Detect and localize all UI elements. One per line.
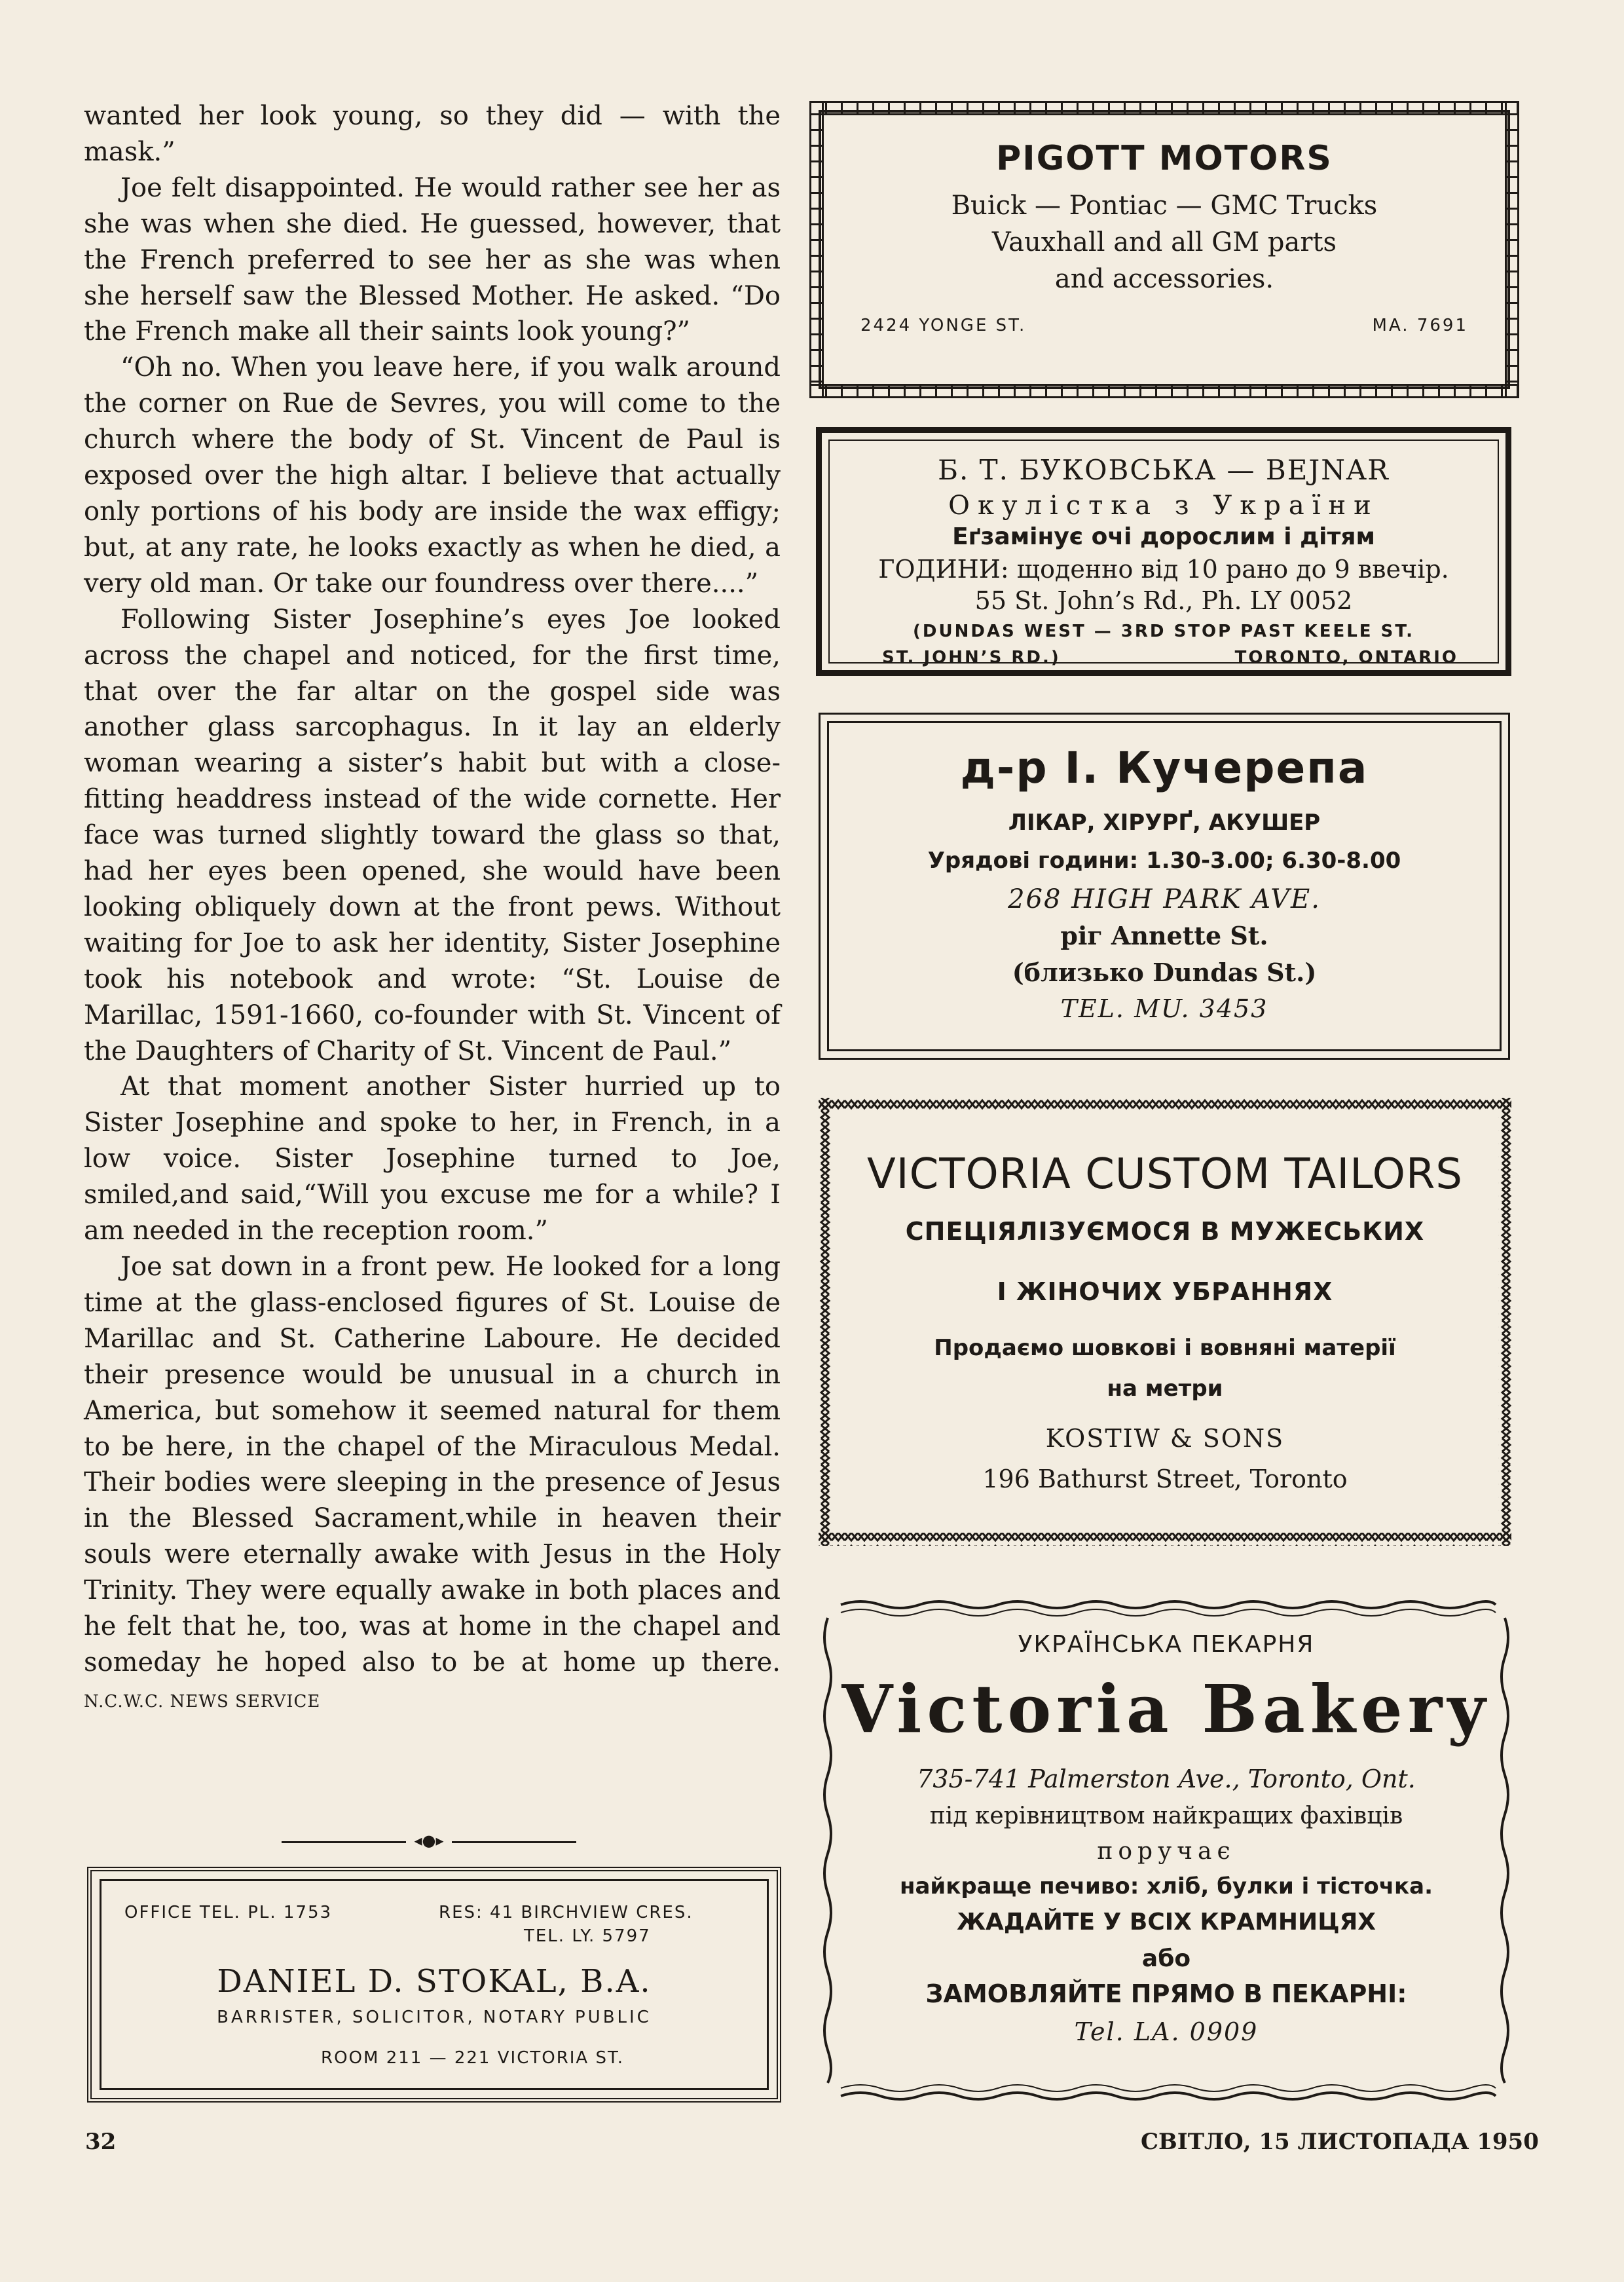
profession: ЛІКАР, ХІРУРҐ, АКУШЕР — [1008, 810, 1321, 836]
lawyer-titles: BARRISTER, SOLICITOR, NOTARY PUBLIC — [217, 2008, 652, 2027]
hours: ГОДИНИ: щоденно від 10 рано до 9 ввечір. — [878, 555, 1449, 584]
ad-victoria-bakery — [821, 1598, 1511, 2103]
owner: KOSTIW & SONS — [1045, 1424, 1285, 1453]
business-address: 2424 YONGE ST. — [860, 316, 1027, 335]
ad-line: ЖАДАЙТЕ У ВСІХ КРАМНИЦЯХ — [956, 1909, 1376, 1936]
article-paragraph: Following Sister Josephine’s eyes Joe looked across the chapel and noticed, for the first time, that over the far altar on the gospel side was another glass sarcophagus. In it lay an elderly woman wearing a sister’s habit but with a close-fitting headdress instead of the wide cornette. Her face was turned slightly toward the glass so that, had her eyes been opened, she would have been looking obliquely down at the front pews. Without waiting for Joe to ask her identity, Sister Josephine took his notebook and wrote: “St. Louise de Marillac, 1591-1660, co-founder with St. Vincent of the Daughters of Charity of St. Vincent de Paul.” — [84, 604, 781, 1066]
ornament-icon: ◂●▸ — [406, 1831, 452, 1850]
specialty: Окулістка з України — [948, 491, 1379, 521]
exam-line: Еґзамінує очі дорослим і дітям — [952, 523, 1375, 550]
office-hours: Урядові години: 1.30-3.00; 6.30-8.00 — [927, 848, 1401, 874]
business-title: Victoria Bakery — [841, 1670, 1491, 1748]
residence-tel: TEL. LY. 5797 — [524, 1926, 651, 1946]
article-paragraph: “Oh no. When you leave here, if you walk around the corner on Rue de Sevres, you will come to the church where the body of St. Vincent de Paul is exposed over the high altar. I believe that actually only portions of his body are inside the wax effigy; but, at any rate, he looks exactly as when he died, a very old man. Or take our foundress over there....” — [84, 352, 781, 599]
page-number: 32 — [85, 2129, 117, 2155]
telephone: Tel. LA. 0909 — [1074, 2017, 1259, 2046]
telephone: TEL. MU. 3453 — [1060, 994, 1268, 1023]
article-column — [84, 98, 781, 1720]
ad-line: and accessories. — [1054, 264, 1274, 294]
ad-line: на метри — [1107, 1375, 1223, 1402]
corner: ріг Annette St. — [1060, 921, 1268, 950]
ad-line: Vauxhall and all GM parts — [991, 227, 1337, 257]
ad-line: ЗАМОВЛЯЙТЕ ПРЯМО В ПЕКАРНІ: — [925, 1979, 1407, 2008]
ad-line: під керівництвом найкращих фахівців — [929, 1803, 1403, 1829]
address: 268 HIGH PARK AVE. — [1008, 884, 1321, 914]
ad-line: І ЖІНОЧИХ УБРАННЯХ — [997, 1277, 1333, 1306]
ad-line: або — [1141, 1945, 1191, 1972]
ad-line: Продаємо шовкові і вовняні матерії — [934, 1335, 1396, 1361]
ad-kucherepa — [819, 713, 1510, 1060]
office-tel: OFFICE TEL. PL. 1753 — [124, 1903, 333, 1922]
residence-address: RES: 41 BIRCHVIEW CRES. — [439, 1903, 693, 1922]
ad-victoria-custom-tailors — [819, 1098, 1511, 1546]
address: 735-741 Palmerston Ave., Toronto, Ont. — [917, 1765, 1416, 1793]
doctor-name: д-р І. Кучерепа — [960, 743, 1369, 793]
business-title: PIGOTT MOTORS — [996, 139, 1333, 178]
ad-line: Buick — Pontiac — GMC Trucks — [951, 191, 1378, 221]
publication-footer: СВІТЛО, 15 ЛИСТОПАДА 1950 — [1141, 2129, 1539, 2155]
lawyer-name: DANIEL D. STOKAL, B.A. — [217, 1963, 652, 2000]
business-title: VICTORIA CUSTOM TAILORS — [866, 1150, 1464, 1199]
article-paragraph: Joe felt disappointed. He would rather see her as she was when she died. He guessed, however, that the French preferred to see her as she was when she herself saw the Blessed Mother. He asked. “Do the French make all their saints look young?” — [84, 172, 781, 347]
ad-stokal — [87, 1867, 781, 2103]
article-paragraph: At that moment another Sister hurried up to Sister Josephine and spoke to her, in French, in a low voice. Sister Josephine turned to Joe, smiled,and said,“Will you excuse me for a while? I am needed in the reception room.” — [84, 1072, 781, 1246]
address: 196 Bathurst Street, Toronto — [982, 1465, 1348, 1493]
ad-line: СПЕЦІЯЛІЗУЄМОСЯ В МУЖЕСЬКИХ — [905, 1217, 1425, 1246]
near: (близько Dundas St.) — [1012, 958, 1317, 987]
ad-line: поручає — [1097, 1838, 1236, 1865]
address: 55 St. John’s Rd., Ph. LY 0052 — [974, 586, 1353, 615]
ad-pigott-motors — [819, 110, 1510, 389]
bakery-subtitle: УКРАЇНСЬКА ПЕКАРНЯ — [1018, 1631, 1315, 1658]
directions-cont: ST. JOHN’S RD.) — [882, 648, 1061, 667]
article-last-paragraph: Joe sat down in a front pew. He looked for a long time at the glass-enclosed figures of St. Louise de Marillac and St. Catherine Laboure. He decided their presence would be unusual in a church in America, but somehow it seemed natural for them to be here, in the chapel of the Miraculous Medal. Their bodies were sleeping in the presence of Jesus in the Blessed Sacrament,while in heaven their souls were eternally awake with Jesus in the Holy Trinity. They were equally awake in both places and he felt that he, too, was at home in the chapel and someday he hoped also to be at home up there. — [84, 1252, 781, 1677]
section-divider — [282, 1831, 576, 1850]
ad-line: найкраще печиво: хліб, булки і тісточка. — [900, 1873, 1433, 1899]
office-room: ROOM 211 — 221 VICTORIA ST. — [321, 2048, 625, 2068]
news-service-credit: N.C.W.C. NEWS SERVICE — [84, 1691, 321, 1712]
city: TORONTO, ONTARIO — [1234, 648, 1458, 667]
ad-bukovska — [816, 427, 1511, 676]
directions: (DUNDAS WEST — 3RD STOP PAST KEELE ST. — [913, 622, 1414, 641]
business-phone: MA. 7691 — [1372, 316, 1468, 335]
article-paragraph: wanted her look young, so they did — with the mask.” — [84, 101, 781, 167]
article-paragraph — [84, 1249, 781, 1720]
doctor-name: Б. Т. БУКОВСЬКА — BEJNAR — [938, 454, 1390, 486]
